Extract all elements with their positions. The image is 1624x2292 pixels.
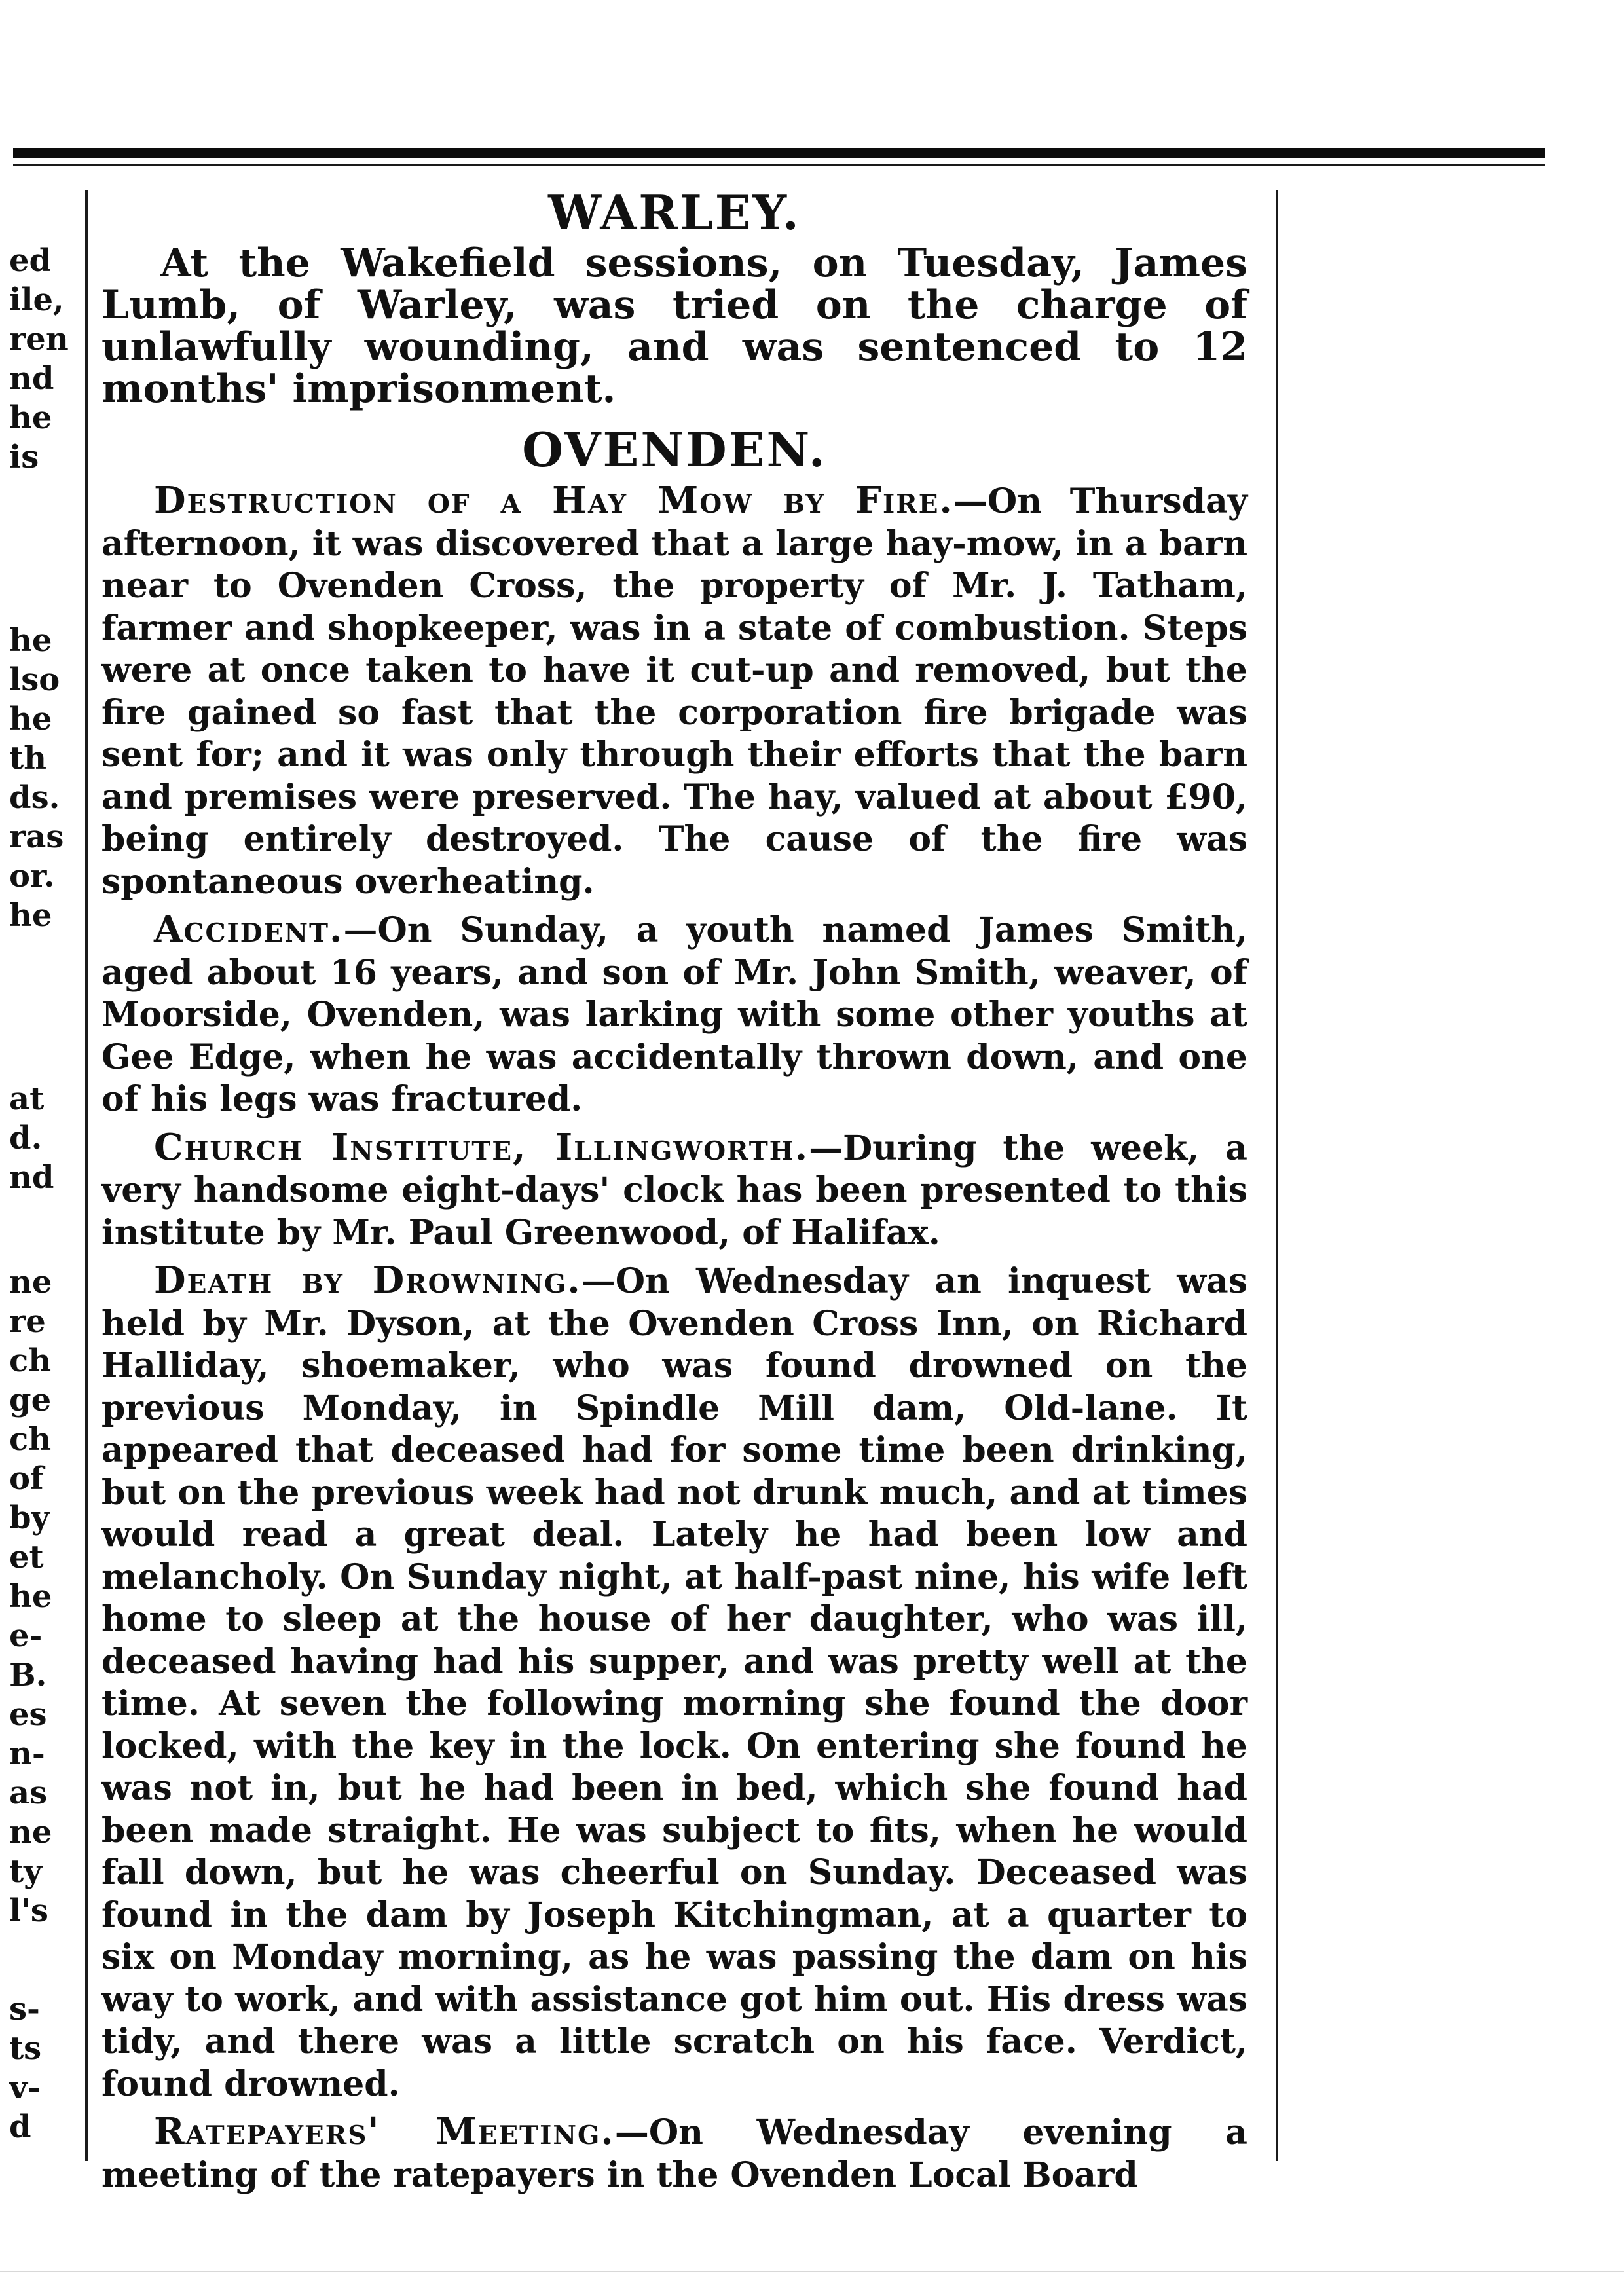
article-body: —On Wednesday evening a meeting of the ratepayers in the Ovenden Local Board bbox=[101, 2113, 1247, 2195]
left-column-fragment: ile, bbox=[9, 282, 64, 318]
left-column-fragment: he bbox=[9, 897, 52, 934]
article-death-by-drowning bbox=[101, 1259, 1247, 2105]
left-column-fragment: th bbox=[9, 740, 47, 777]
article-heading: Ratepayers' Meeting. bbox=[154, 2110, 615, 2153]
left-column-fragment: ren bbox=[9, 321, 69, 358]
left-column-fragment: or. bbox=[9, 858, 55, 895]
left-column-fragment: es bbox=[9, 1696, 47, 1733]
left-column-fragment: he bbox=[9, 622, 52, 659]
article-ratepayers-meeting bbox=[101, 2111, 1247, 2196]
column-rule-right bbox=[1276, 190, 1278, 2161]
left-column-fragment: l's bbox=[9, 1893, 48, 1929]
left-column-fragment: ts bbox=[9, 2030, 42, 2067]
warley-paragraph: At the Wakefield sessions, on Tuesday, James Lumb, of Warley, was tried on the charge of unlawfully wounding, and was sentenced to 12 months' imprisonment. bbox=[101, 240, 1247, 412]
left-column-fragment: ch bbox=[9, 1342, 52, 1379]
article-church-institute bbox=[101, 1126, 1247, 1255]
page-bottom-edge bbox=[0, 2271, 1624, 2272]
left-column-fragment: ty bbox=[9, 1853, 43, 1890]
main-column bbox=[101, 183, 1247, 2196]
section-heading-warley: WARLEY. bbox=[548, 185, 801, 240]
left-column-fragment: lso bbox=[9, 661, 60, 698]
left-column-fragment: v- bbox=[9, 2069, 41, 2106]
left-column-fragment: at bbox=[9, 1081, 45, 1117]
left-column-fragment: he bbox=[9, 1578, 52, 1615]
left-column-fragment: by bbox=[9, 1500, 50, 1536]
article-heading: Church Institute, Illingworth. bbox=[154, 1125, 809, 1169]
left-column-fragment: nd bbox=[9, 360, 54, 397]
left-column-fragment: ed bbox=[9, 242, 52, 279]
left-column-fragment: he bbox=[9, 399, 52, 436]
left-column-fragment: ch bbox=[9, 1421, 52, 1458]
left-column-fragment: nd bbox=[9, 1159, 54, 1196]
left-column-fragment: as bbox=[9, 1775, 48, 1811]
left-column-fragment: s- bbox=[9, 1991, 40, 2027]
article-heading: Death by Drowning. bbox=[154, 1259, 581, 1302]
left-column-fragment: B. bbox=[9, 1657, 47, 1693]
top-rule bbox=[13, 148, 1545, 158]
section-heading-ovenden: OVENDEN. bbox=[522, 422, 827, 477]
column-rule-left bbox=[85, 190, 88, 2161]
left-column-fragment: he bbox=[9, 701, 52, 737]
article-body: —During the week, a very handsome eight-days' clock has been presented to this institute by Mr. Paul Greenwood, of Halifax. bbox=[101, 1128, 1247, 1253]
left-column-fragment: ne bbox=[9, 1264, 52, 1301]
article-body: —On Wednesday an inquest was held by Mr. Dyson, at the Ovenden Cross Inn, on Richard Halliday, shoemaker, who was found drowned on the previous Monday, in Spindle Mill dam, Old-lane. It appeared that deceased had for some time been drinking, but on the previous week had not drunk much, and at times would read a great deal. Lately he had been low and melancholy. On Sunday night, at half-past nine, his wife left home to sleep at the house of her daughter, who was ill, deceased having had his supper, and was pretty well at the time. At seven the following morning she found the door locked, with the key in the lock. On entering she found he was not in, but he had been in bed, which she found had been made straight. He was subject to fits, when he would fall down, but he was cheerful on Sunday. Deceased was found in the dam by Joseph Kitchingman, at a quarter to six on Monday morning, as he was passing the dam on his way to work, and with assistance got him out. His dress was tidy, and there was a little scratch on his face. Verdict, found drowned. bbox=[101, 1261, 1248, 2104]
left-column-fragment: ge bbox=[9, 1382, 52, 1418]
article-accident bbox=[101, 908, 1247, 1121]
article-heading: Accident. bbox=[154, 908, 344, 951]
article-hay-mow-fire bbox=[101, 479, 1247, 903]
article-heading: Destruction of a Hay Mow by Fire. bbox=[154, 479, 953, 522]
article-body: —On Sunday, a youth named James Smith, aged about 16 years, and son of Mr. John Smith, weaver, of Moorside, Ovenden, was larking with some other youths at Gee Edge, when he was accidentally thrown down, and one of his legs was fractured. bbox=[101, 910, 1247, 1119]
left-column-fragment: n- bbox=[9, 1735, 45, 1772]
left-column-fragment: ras bbox=[9, 819, 64, 855]
left-column-fragment: et bbox=[9, 1539, 44, 1576]
left-column-fragment: d bbox=[9, 2109, 31, 2145]
article-body: —On Thursday afternoon, it was discovered that a large hay-mow, in a barn near to Ovenden Cross, the property of Mr. J. Tatham, farmer and shopkeeper, was in a state of combustion. Steps were at once taken to have it cut-up and removed, but the fire gained so fast that the corporation fire brigade was sent for; and it was only through their efforts that the barn and premises were preserved. The hay, valued at about £90, being entirely destroyed. The cause of the fire was spontaneous overheating. bbox=[101, 481, 1247, 902]
left-column-fragment: of bbox=[9, 1460, 44, 1497]
left-column-fragment: e- bbox=[9, 1617, 43, 1654]
left-column-fragment: ne bbox=[9, 1814, 52, 1851]
left-column-fragment: re bbox=[9, 1303, 46, 1340]
left-column-fragment: d. bbox=[9, 1120, 43, 1156]
left-column-fragment: ds. bbox=[9, 779, 60, 816]
left-column-fragment: is bbox=[9, 439, 39, 475]
top-rule-thin bbox=[13, 164, 1545, 166]
